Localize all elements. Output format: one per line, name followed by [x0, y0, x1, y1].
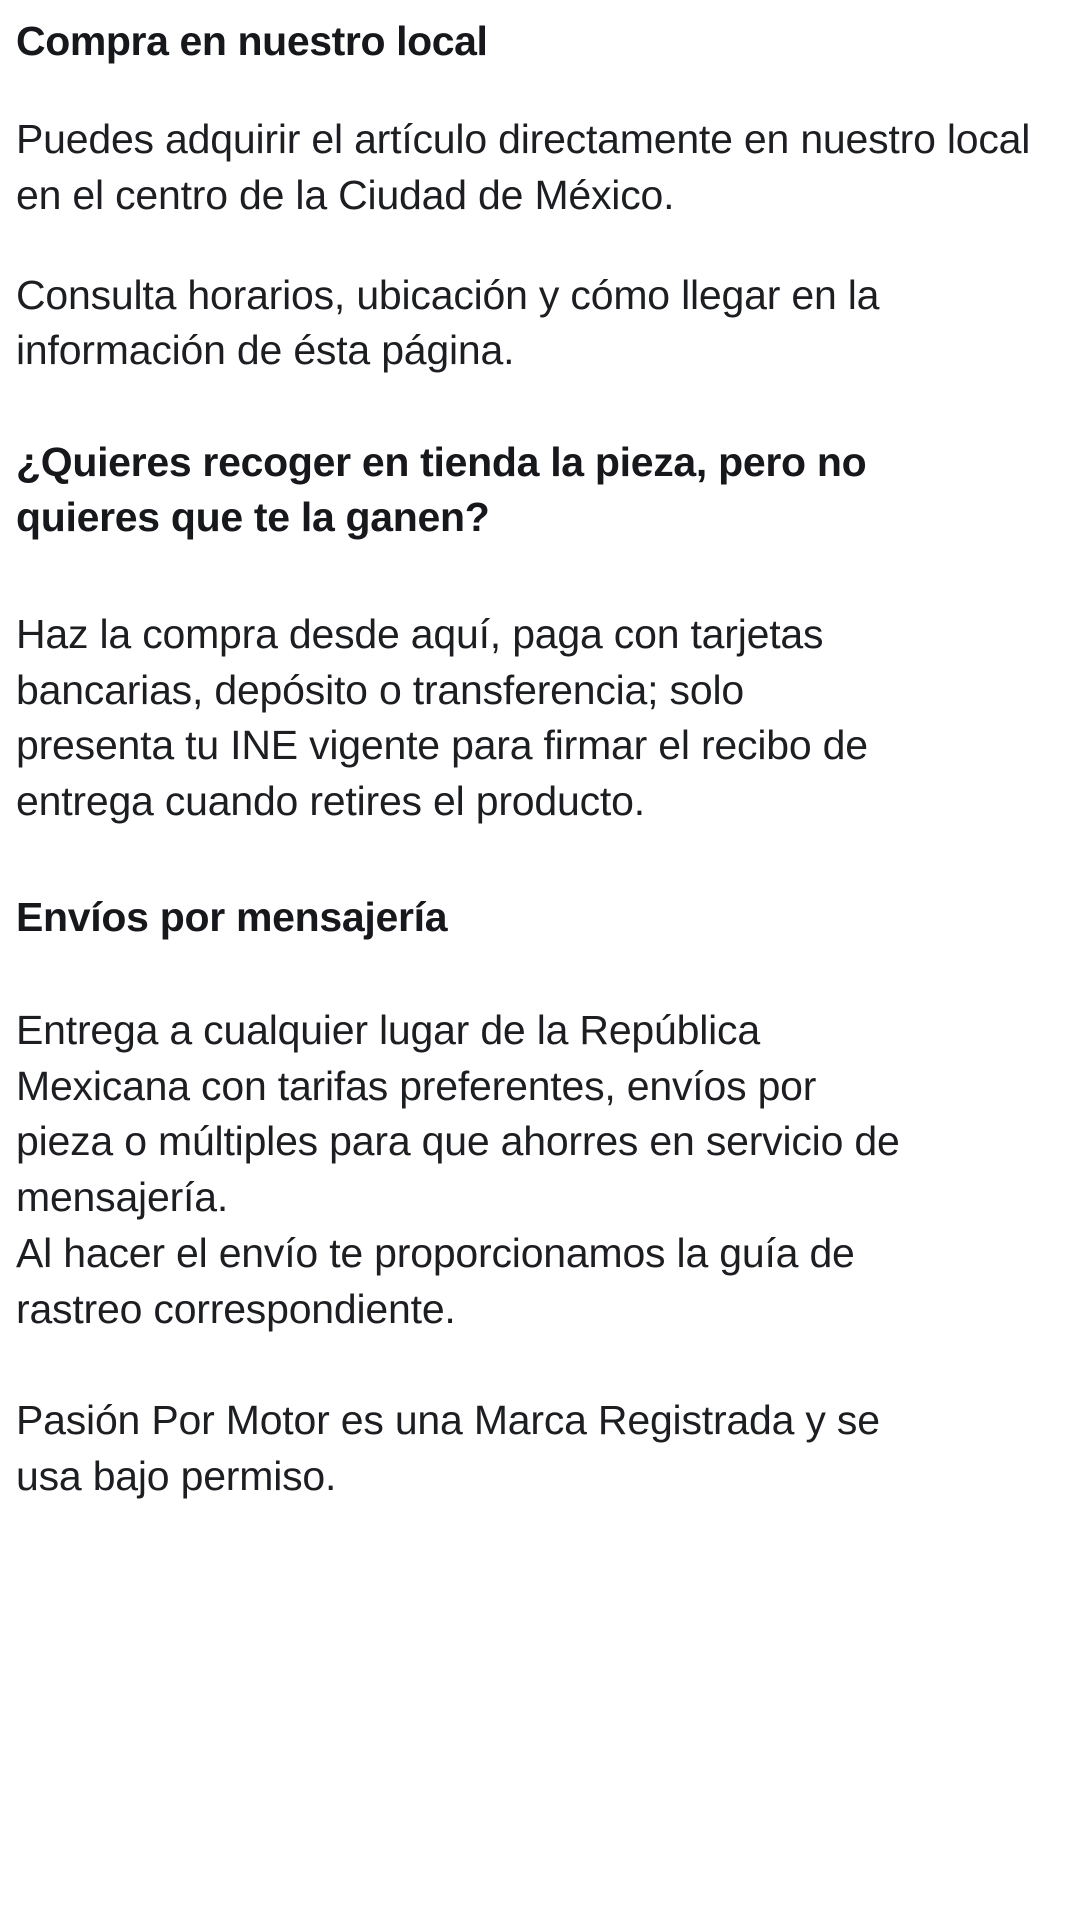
- trademark-notice: Pasión Por Motor es una Marca Registrada y se usa bajo permiso.: [16, 1397, 880, 1500]
- intro-paragraph: Puedes adquirir el artículo directamente en nuestro local en el centro de la Ciudad de México.: [16, 116, 1031, 218]
- spacer: [16, 545, 1064, 607]
- spacer: [16, 224, 1064, 268]
- spacer: [16, 1337, 1064, 1393]
- shipping-heading: Envíos por mensajería: [16, 893, 448, 940]
- intro-paragraph-secondary: Consulta horarios, ubicación y cómo llegar en la información de ésta página.: [16, 271, 880, 374]
- pickup-answer-paragraph: Haz la compra desde aquí, paga con tarjetas bancarias, depósito o transferencia; solo presenta tu INE vigente para firmar el recibo de entrega cuando retires el producto.: [16, 610, 868, 825]
- page-title: Compra en nuestro local: [16, 18, 488, 64]
- spacer: [16, 945, 1064, 1003]
- spacer: [16, 379, 1064, 435]
- spacer: [16, 830, 1064, 890]
- shipping-paragraph: Entrega a cualquier lugar de la República Mexicana con tarifas preferentes, envíos por pieza o múltiples para que ahorres en servicio de mensajería.: [16, 1006, 900, 1221]
- pickup-question-heading: ¿Quieres recoger en tienda la pieza, pero no quieres que te la ganen?: [16, 439, 867, 541]
- shipping-tracking-paragraph: Al hacer el envío te proporcionamos la guía de rastreo correspondiente.: [16, 1229, 855, 1332]
